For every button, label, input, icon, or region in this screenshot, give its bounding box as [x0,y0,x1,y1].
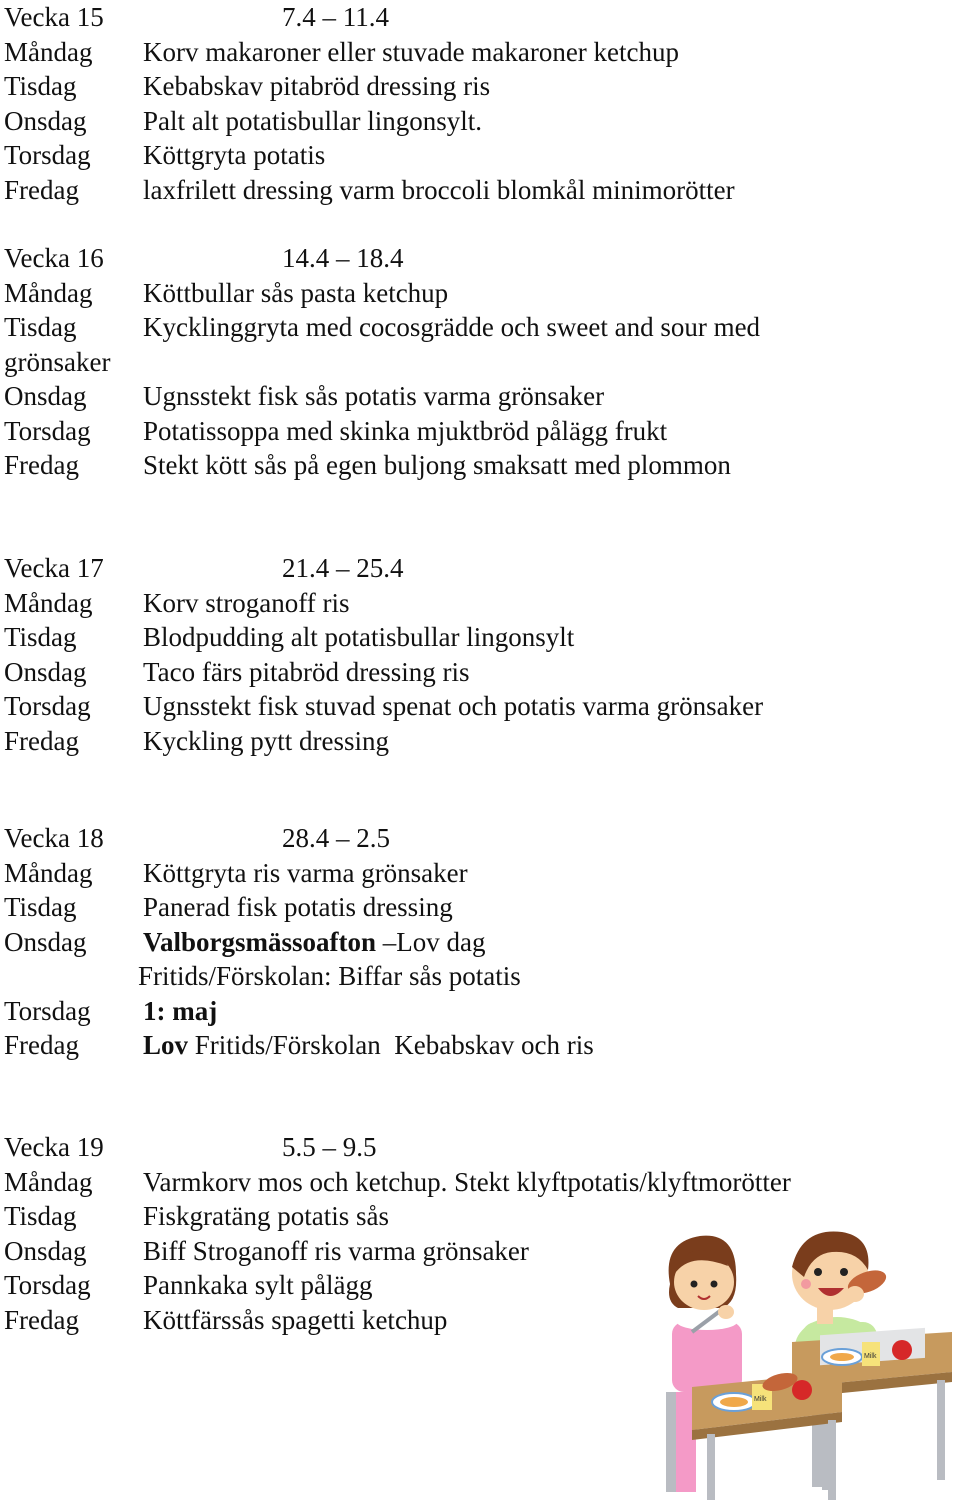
meal-text: Panerad fisk potatis dressing [143,892,453,922]
meal-text: Palt alt potatisbullar lingonsylt. [143,105,482,136]
day-name: Onsdag [4,381,87,411]
meal-text: Fiskgratäng potatis sås [143,1201,389,1231]
week-label: Vecka 17 [4,553,104,583]
meal-bold: Lov [143,1030,189,1060]
day-name: Tisdag [4,1201,77,1231]
meal-bold: 1: maj [143,995,218,1026]
day-name: Tisdag [4,622,77,652]
day-name: Tisdag [4,312,77,342]
meal-text: Korv makaroner eller stuvade makaroner ketchup [143,36,680,67]
week-label: Vecka 19 [4,1132,104,1162]
meal-continuation: grönsaker [4,346,111,377]
day-name: Måndag [4,587,93,618]
day-name: Torsdag [4,415,91,446]
meal-text: Blodpudding alt potatisbullar lingonsylt [143,622,575,652]
week-dates: 7.4 – 11.4 [282,2,389,32]
meal-text: Kyckling pytt dressing [143,725,389,756]
day-name: Fredag [4,1030,79,1060]
meal-text: Köttgryta ris varma grönsaker [143,857,468,888]
day-name: Tisdag [4,892,77,922]
meal-text: Kebabskav pitabröd dressing ris [143,71,491,101]
meal-text: Köttbullar sås pasta ketchup [143,277,449,308]
week-dates: 5.5 – 9.5 [282,1132,377,1162]
children-eating-lunch-illustration [652,1222,957,1502]
girl-figure [666,1236,742,1492]
meal-text: Pannkaka sylt pålägg [143,1270,373,1300]
meal-rest: Fritids/Förskolan Kebabskav och ris [188,1030,594,1060]
week-dates: 14.4 – 18.4 [282,243,404,273]
day-name: Fredag [4,174,79,205]
week-dates: 28.4 – 2.5 [282,823,390,853]
meal-text [143,925,486,960]
day-name: Måndag [4,277,93,308]
meal-extra: Fritids/Förskolan: Biffar sås potatis [138,961,521,991]
milk-carton-label: Milk [754,1396,767,1403]
day-name: Onsdag [4,926,87,957]
day-name: Onsdag [4,105,87,136]
meal-text: Biff Stroganoff ris varma grönsaker [143,1235,529,1266]
day-name: Torsdag [4,140,91,170]
meal-text [143,1028,594,1063]
day-name: Torsdag [4,1270,91,1300]
meal-bold: Valborgsmässoafton [143,926,377,957]
meal-text: Varmkorv mos och ketchup. Stekt klyftpotatis/klyftmorötter [143,1166,791,1197]
meal-text: Stekt kött sås på egen buljong smaksatt med plommon [143,450,731,480]
meal-text: Köttfärssås spagetti ketchup [143,1304,448,1335]
day-name: Tisdag [4,71,77,101]
day-name: Torsdag [4,691,91,721]
week-label: Vecka 15 [4,2,104,32]
day-name: Torsdag [4,995,91,1026]
day-name: Fredag [4,725,79,756]
day-name: Fredag [4,1304,79,1335]
meal-text [143,994,217,1029]
week-label: Vecka 18 [4,823,104,853]
meal-text: Potatissoppa med skinka mjuktbröd pålägg frukt [143,415,668,446]
week-label: Vecka 16 [4,243,104,273]
day-name: Måndag [4,36,93,67]
day-name: Fredag [4,450,79,480]
day-name: Måndag [4,1166,93,1197]
meal-text: Kycklinggryta med cocosgrädde och sweet and sour med [143,312,761,342]
meal-text: Korv stroganoff ris [143,587,350,618]
meal-text: Ugnsstekt fisk sås potatis varma grönsaker [143,381,605,411]
meal-text: Taco färs pitabröd dressing ris [143,656,470,687]
meal-text: Ugnsstekt fisk stuvad spenat och potatis varma grönsaker [143,691,764,721]
meal-text: Köttgryta potatis [143,140,326,170]
day-name: Onsdag [4,1235,87,1266]
day-name: Onsdag [4,656,87,687]
meal-rest: –Lov dag [376,926,486,957]
milk-carton-label: Milk [864,1353,877,1360]
day-name: Måndag [4,857,93,888]
week-dates: 21.4 – 25.4 [282,553,404,583]
meal-text: laxfrilett dressing varm broccoli blomkål minimorötter [143,174,735,205]
